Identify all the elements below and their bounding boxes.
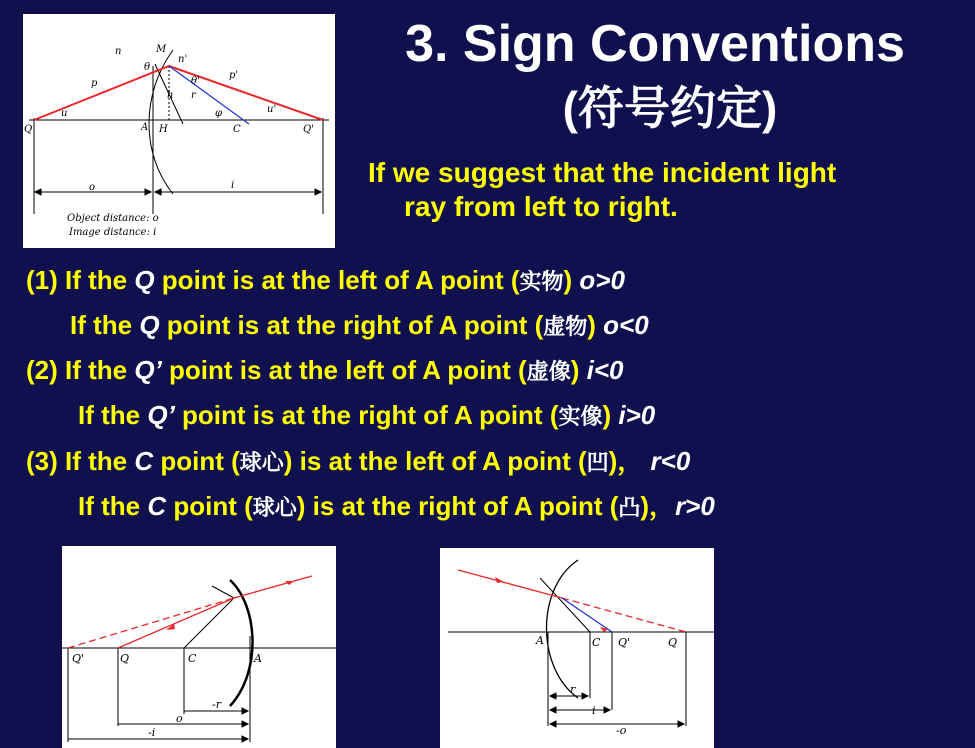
rule-condition: r<0	[650, 446, 691, 476]
label-o: o	[176, 712, 183, 725]
rule-text: ) is at the right of A point (	[296, 491, 619, 521]
subtitle-open-paren: (	[562, 82, 578, 134]
label-neg-o: -o	[616, 724, 627, 737]
convex-diagram	[440, 548, 714, 748]
rule-condition: i>0	[618, 400, 656, 430]
rule-text: point (	[153, 446, 240, 476]
caption-object-distance: Object distance: o	[67, 213, 159, 224]
rule-var: Q	[139, 310, 160, 340]
label-Q: Q	[24, 124, 33, 135]
rule-chinese: 球心	[239, 450, 284, 476]
rule-text: )，	[608, 446, 651, 476]
rule-text: )	[602, 400, 619, 430]
label-Q: Q	[668, 636, 678, 649]
rule-chinese: 凸	[618, 495, 641, 521]
caption-image-distance: Image distance: i	[69, 227, 157, 238]
rule-var: Q	[134, 265, 155, 295]
rule-3b	[78, 490, 715, 524]
intro-line-2: ray from left to right.	[404, 191, 678, 222]
rule-var: Q’	[134, 355, 162, 385]
rule-2a	[26, 354, 624, 388]
subtitle-close-paren: )	[762, 82, 778, 134]
subtitle-chinese: 符号约定	[578, 81, 762, 135]
rule-1b	[70, 309, 649, 343]
label-r: r	[570, 683, 576, 696]
label-o: o	[89, 182, 96, 193]
rule-text: point (	[166, 491, 253, 521]
rule-3a	[26, 445, 690, 479]
rule-text: If the	[70, 310, 140, 340]
label-u-prime: u'	[267, 104, 277, 115]
label-n-prime: n'	[178, 54, 188, 65]
rule-text: ) is at the left of A point (	[283, 446, 587, 476]
rule-chinese: 实物	[519, 269, 564, 295]
rule-text: (3) If the	[26, 446, 135, 476]
rule-text: (1) If the	[26, 265, 135, 295]
label-i: i	[231, 180, 235, 191]
label-h: h	[167, 90, 174, 101]
label-Q: Q	[120, 652, 130, 665]
rule-text: )	[570, 355, 587, 385]
label-A: A	[536, 634, 544, 647]
label-Q-prime: Q'	[618, 636, 631, 649]
label-C: C	[188, 652, 197, 665]
label-A: A	[141, 122, 149, 133]
slide-title: 3. Sign Conventions	[405, 15, 905, 73]
rule-text: point is at the right of A point (	[159, 310, 544, 340]
rule-chinese: 虚物	[543, 314, 588, 340]
refraction-diagram	[23, 14, 335, 248]
rule-condition: o>0	[579, 265, 625, 295]
intro-text	[368, 156, 968, 224]
label-theta-prime: θ'	[191, 76, 200, 87]
label-p: p	[91, 78, 98, 89]
label-phi: φ	[215, 108, 223, 119]
label-A: A	[254, 652, 262, 665]
rule-text: )	[563, 265, 580, 295]
rule-chinese: 实像	[558, 404, 603, 430]
concave-diagram	[62, 546, 336, 748]
rule-condition: r>0	[675, 491, 715, 521]
label-C: C	[592, 636, 601, 649]
label-Q-prime: Q'	[303, 124, 314, 135]
rule-text: point is at the left of A point (	[154, 265, 520, 295]
rule-var: C	[134, 446, 154, 476]
label-u: u	[61, 108, 68, 119]
rule-var: Q’	[147, 400, 175, 430]
label-r: r	[191, 90, 196, 101]
rule-text: If the	[78, 400, 148, 430]
rule-text: point is at the right of A point (	[174, 400, 559, 430]
label-C: C	[233, 124, 241, 135]
rule-condition: i<0	[586, 355, 624, 385]
label-n: n	[115, 46, 122, 57]
label-p-prime: p'	[229, 70, 239, 81]
rule-chinese: 虚像	[526, 359, 571, 385]
rule-text: point is at the left of A point (	[161, 355, 527, 385]
rule-text: If the	[78, 491, 148, 521]
label-theta: θ	[144, 62, 151, 73]
rule-text: (2) If the	[26, 355, 135, 385]
label-Q-prime: Q'	[72, 652, 85, 665]
rule-text: )	[587, 310, 604, 340]
label-neg-i: -i	[148, 726, 156, 739]
intro-line-1: If we suggest that the incident light	[368, 157, 837, 188]
label-neg-r: -r	[212, 698, 221, 711]
rule-chinese: 球心	[252, 495, 297, 521]
rule-1a	[26, 264, 625, 298]
rule-condition: o<0	[603, 310, 649, 340]
slide-subtitle	[345, 80, 975, 136]
label-M: M	[156, 44, 167, 55]
rule-chinese: 凹	[586, 450, 609, 476]
rule-2b	[78, 399, 655, 433]
label-H: H	[159, 124, 168, 135]
rule-var: C	[147, 491, 167, 521]
rule-text: )，	[640, 491, 676, 521]
label-i: i	[592, 704, 596, 717]
